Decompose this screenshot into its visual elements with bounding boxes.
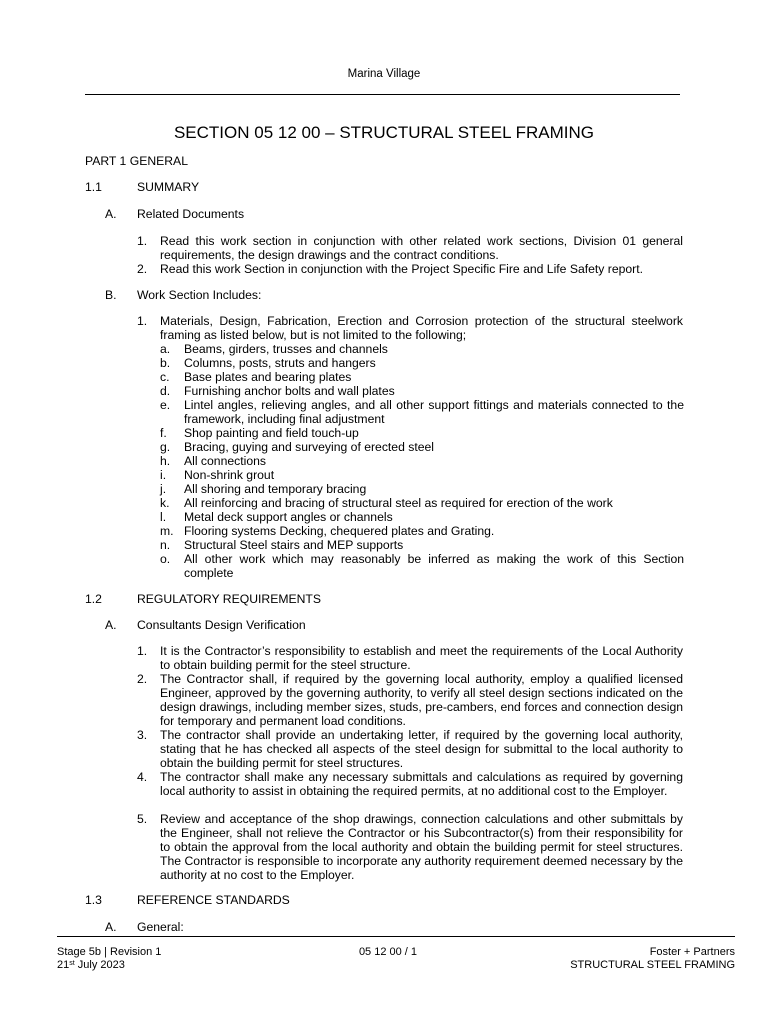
clause-number: 1.1 [85, 180, 102, 194]
sub-list-item [160, 356, 684, 370]
item-number: 3. [137, 728, 148, 742]
sub-item-text: Lintel angles, relieving angles, and all other support fittings and materials connected to the framework, including final adjustment [184, 398, 684, 426]
item-text: Materials, Design, Fabrication, Erection and Corrosion protection of the structural steelwork framing as listed below, but is not limited to the following; [160, 314, 683, 342]
part-label: GENERAL [129, 154, 188, 168]
sub-list-item [160, 482, 684, 496]
sub-list-item [160, 510, 684, 524]
footer-page-number: 05 12 00 / 1 [358, 946, 418, 958]
footer-date [57, 959, 125, 971]
item-number: 1. [137, 314, 148, 328]
sub-list-item [160, 496, 684, 510]
part-heading [85, 154, 188, 168]
subclause-letter: A. [105, 618, 117, 632]
sub-item-text: Furnishing anchor bolts and wall plates [184, 384, 395, 398]
list-item [137, 234, 683, 262]
sub-list-item [160, 398, 684, 426]
sub-item-text: Flooring systems Decking, chequered plates and Grating. [184, 524, 495, 538]
sub-item-text: Shop painting and field touch-up [184, 426, 359, 440]
clause-number: 1.3 [85, 893, 102, 907]
sub-item-letter: e. [160, 398, 171, 412]
sub-item-letter: m. [160, 524, 174, 538]
sub-item-text: Bracing, guying and surveying of erected steel [184, 440, 434, 454]
document-header-title: Marina Village [347, 68, 421, 80]
footer-date-day: 21 [57, 959, 70, 971]
sub-item-text: Structural Steel stairs and MEP supports [184, 538, 404, 552]
item-text: Read this work section in conjunction with other related work sections, Division 01 general requirements, the design drawings and the contract conditions. [160, 234, 683, 262]
item-text: Read this work Section in conjunction with the Project Specific Fire and Life Safety report. [160, 262, 644, 276]
sub-item-letter: n. [160, 538, 171, 552]
item-number: 4. [137, 770, 148, 784]
sub-list-item [160, 384, 684, 398]
sub-list-item [160, 552, 684, 580]
item-number: 5. [137, 812, 148, 826]
sub-item-letter: h. [160, 454, 171, 468]
list-item [137, 728, 683, 770]
clause-title: SUMMARY [137, 180, 200, 194]
sub-list-item [160, 538, 684, 552]
sub-item-letter: a. [160, 342, 171, 356]
list-item [137, 812, 683, 882]
clause-title: REGULATORY REQUIREMENTS [137, 592, 321, 606]
header-divider [85, 94, 680, 95]
sub-item-text: Non-shrink grout [184, 468, 275, 482]
item-text: Review and acceptance of the shop drawings, connection calculations and other submittals by the Engineer, shall not relieve the Contractor or his Subcontractor(s) from their responsibility for to obtain the approval from the local authority and obtain the building permit for steel structures. The Contractor is responsible to incorporate any authority requirement deemed necessary by the authority at no cost to the Employer. [160, 812, 683, 882]
sub-item-text: Columns, posts, struts and hangers [184, 356, 376, 370]
subclause-title: General: [137, 920, 184, 934]
sub-item-text: All reinforcing and bracing of structural steel as required for erection of the work [184, 496, 613, 510]
list-item [137, 314, 683, 342]
sub-item-text: Metal deck support angles or channels [184, 510, 393, 524]
section-title: SECTION 05 12 00 – STRUCTURAL STEEL FRAMING [173, 123, 595, 142]
footer-stage: Stage 5b | Revision 1 [57, 946, 162, 958]
sub-item-text: All shoring and temporary bracing [184, 482, 367, 496]
subclause-title: Consultants Design Verification [137, 618, 306, 632]
sub-list-item [160, 468, 684, 482]
sub-list-item [160, 524, 684, 538]
sub-item-letter: g. [160, 440, 171, 454]
item-number: 1. [137, 644, 148, 658]
sub-list-item [160, 342, 684, 356]
sub-list-item [160, 454, 684, 468]
sub-item-letter: i. [160, 468, 167, 482]
subclause-letter: A. [105, 207, 117, 221]
sub-item-text: All other work which may reasonably be inferred as making the work of this Section complete [184, 552, 684, 580]
sub-item-text: Beams, girders, trusses and channels [184, 342, 388, 356]
footer-date-rest: July 2023 [74, 959, 125, 971]
sub-item-letter: j. [160, 482, 167, 496]
clause-title: REFERENCE STANDARDS [137, 893, 290, 907]
list-item [137, 672, 683, 728]
sub-item-letter: l. [160, 510, 167, 524]
item-text: The contractor shall provide an undertaking letter, if required by the governing local authority, stating that he has checked all aspects of the steel design for submittal to the local authority to obtain the building permit for steel structures. [160, 728, 683, 770]
list-item [137, 770, 683, 812]
sub-list-item [160, 426, 684, 440]
item-number: 2. [137, 672, 148, 686]
list-item [137, 644, 683, 672]
sub-item-letter: b. [160, 356, 171, 370]
sub-item-letter: d. [160, 384, 171, 398]
item-number: 1. [137, 234, 148, 248]
clause-number: 1.2 [85, 592, 102, 606]
sub-item-letter: k. [160, 496, 170, 510]
item-text: The Contractor shall, if required by the governing local authority, employ a qualified licensed Engineer, approved by the governing authority, to verify all steel design sections indicated on the design drawings, including member sizes, studs, pre-cambers, end forces and connection design for temporary and permanent load conditions. [160, 672, 683, 728]
footer-divider [57, 936, 735, 937]
subclause-letter: B. [105, 288, 117, 302]
footer-company: Foster + Partners [649, 946, 735, 958]
footer-date-suffix: st [69, 960, 75, 967]
item-number: 2. [137, 262, 148, 276]
sub-item-text: All connections [184, 454, 266, 468]
item-text: The contractor shall make any necessary submittals and calculations as required by governing local authority to assist in obtaining the required permits, at no additional cost to the Employer. [160, 770, 683, 798]
sub-item-letter: c. [160, 370, 170, 384]
footer-document-title: STRUCTURAL STEEL FRAMING [570, 959, 735, 971]
subclause-title: Work Section Includes: [137, 288, 262, 302]
subclause-letter: A. [105, 920, 117, 934]
sub-item-letter: f. [160, 426, 167, 440]
sub-list-item [160, 440, 684, 454]
list-item [137, 262, 683, 276]
item-text: It is the Contractor’s responsibility to establish and meet the requirements of the Local Authority to obtain building permit for the steel structure. [160, 644, 683, 672]
part-number: PART 1 [85, 154, 127, 168]
sub-item-text: Base plates and bearing plates [184, 370, 352, 384]
sub-list-item [160, 370, 684, 384]
subclause-title: Related Documents [137, 207, 245, 221]
sub-item-letter: o. [160, 552, 171, 566]
sub-list [160, 342, 684, 580]
